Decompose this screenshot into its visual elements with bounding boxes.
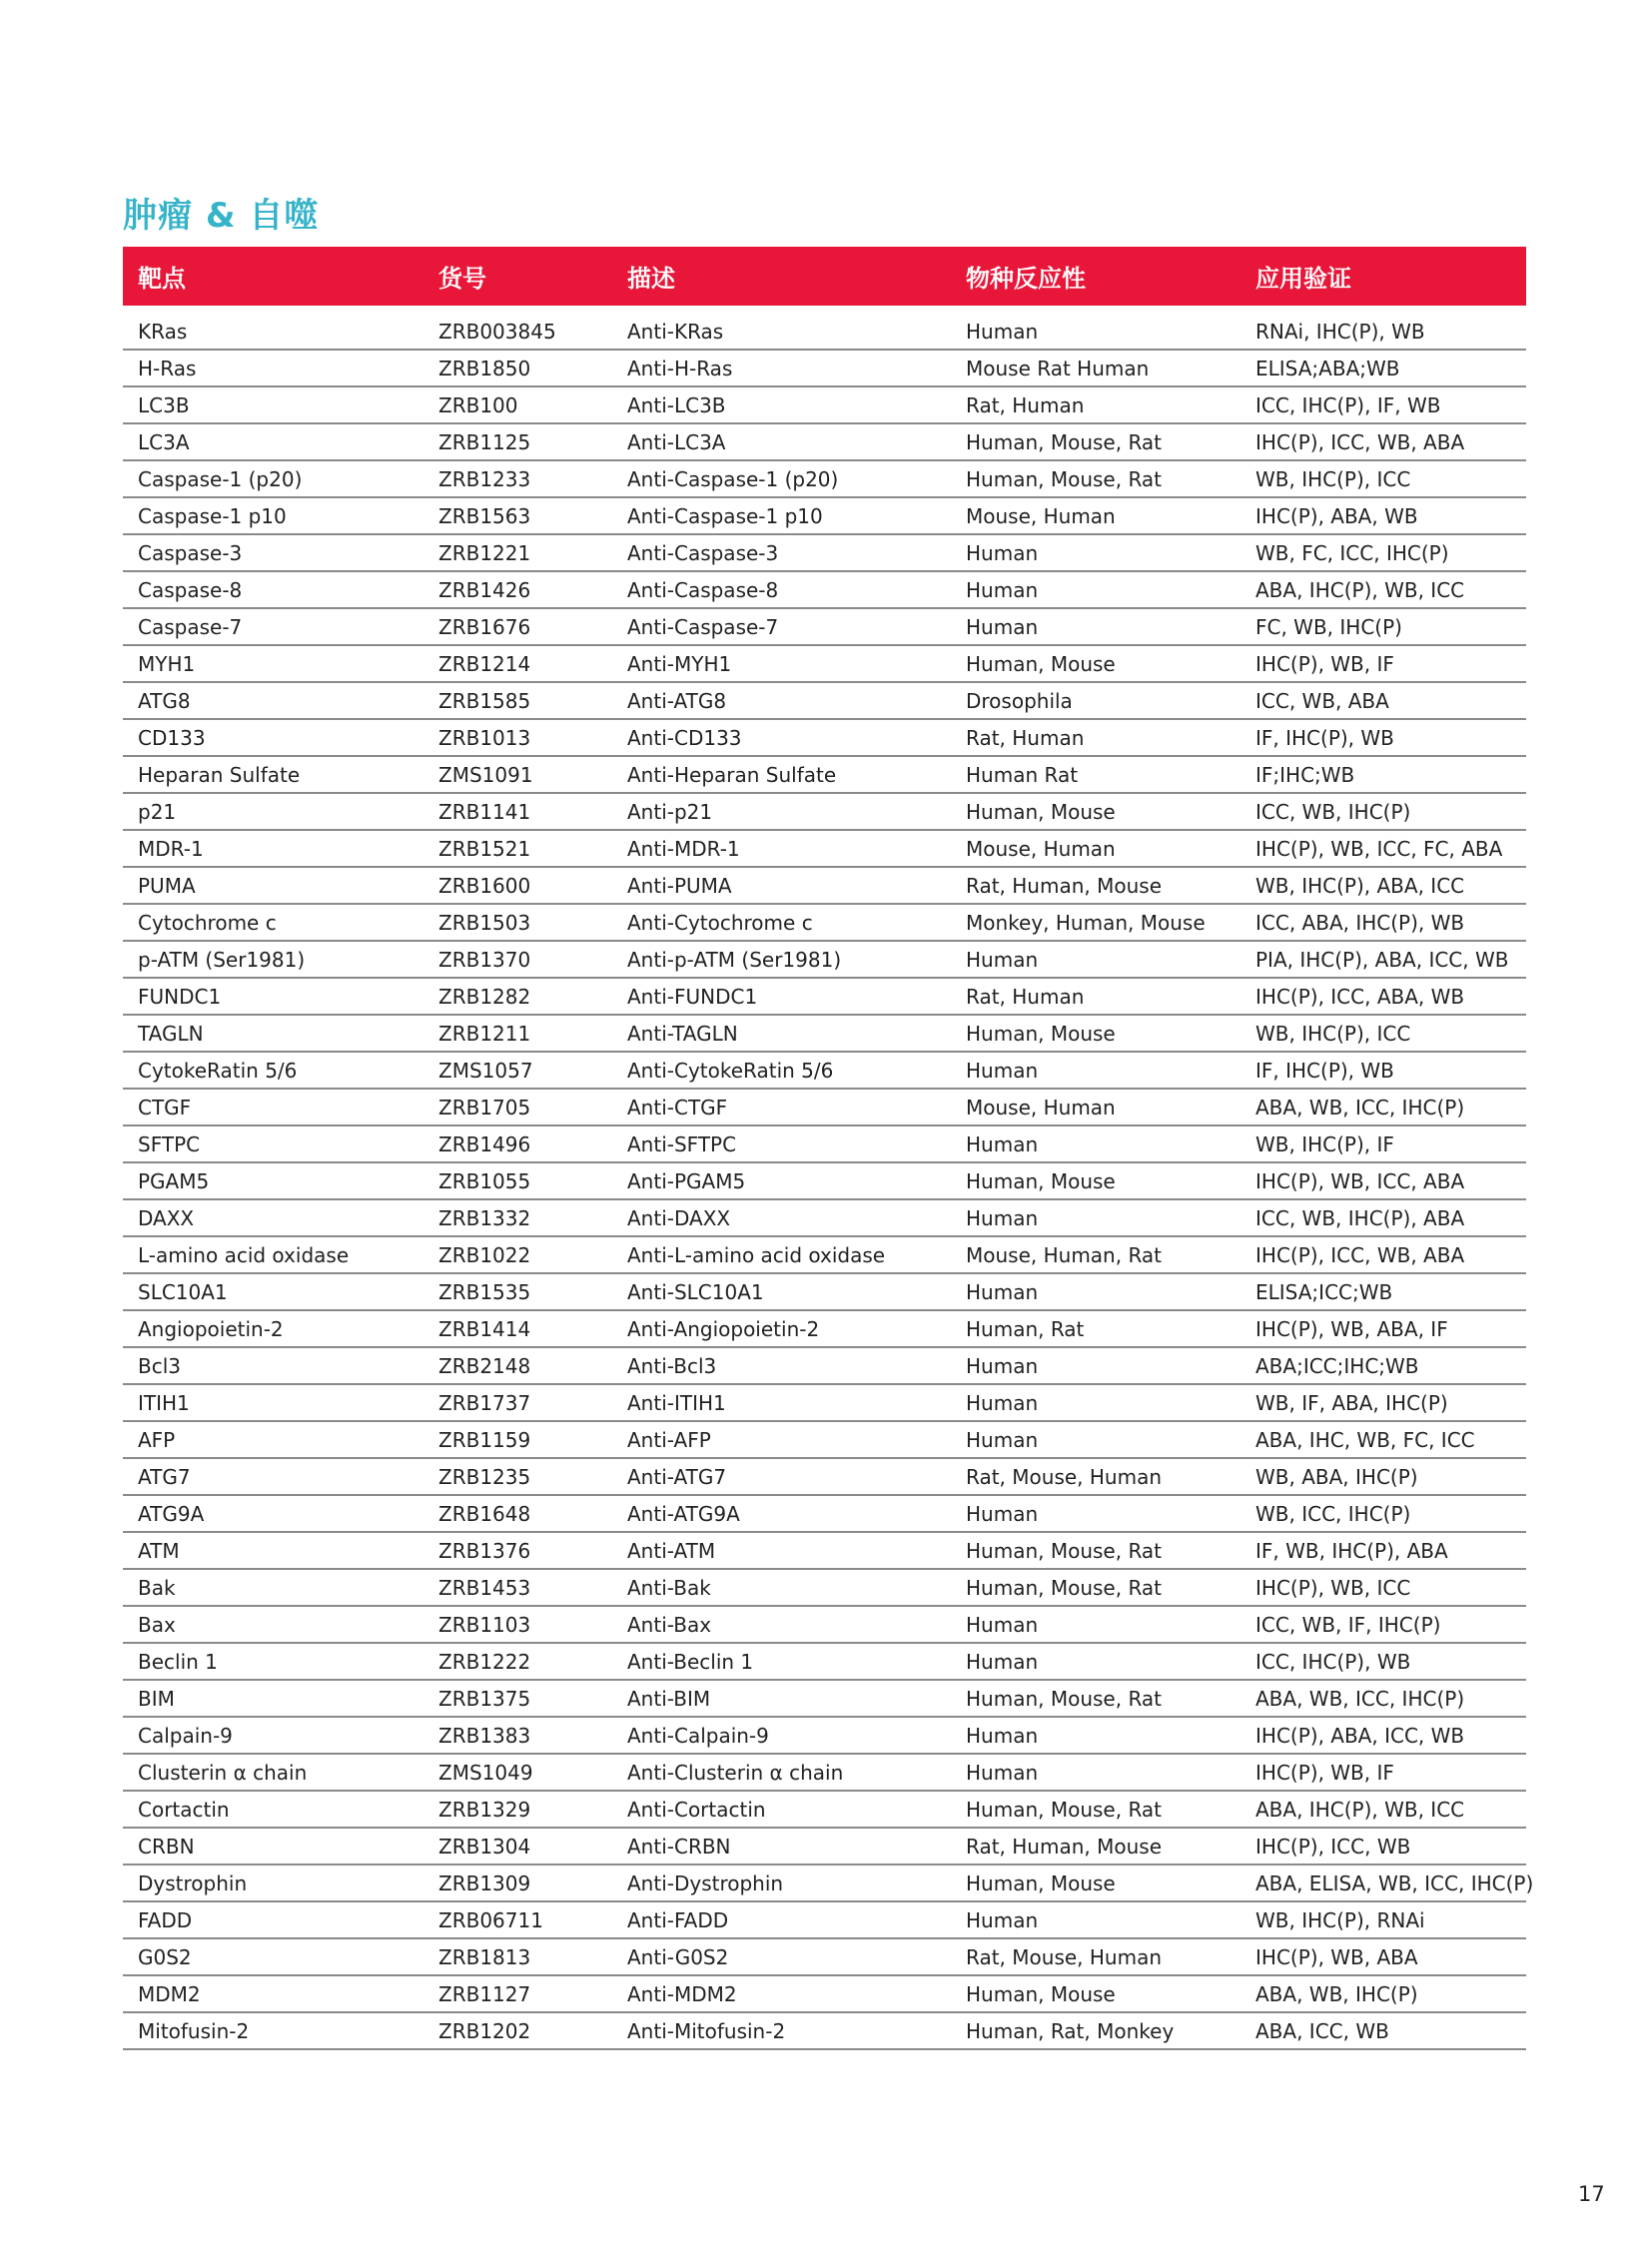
cell-description: Anti-Caspase-7 — [627, 614, 779, 639]
cell-catalog-number: ZRB1563 — [438, 503, 531, 528]
cell-target: AFP — [138, 1427, 176, 1452]
cell-applications: IHC(P), WB, ICC, ABA — [1255, 1168, 1465, 1193]
table-row — [123, 1939, 1526, 1976]
cell-catalog-number: ZRB1221 — [438, 540, 531, 565]
table-row — [123, 831, 1526, 868]
cell-species: Rat, Human, Mouse — [966, 873, 1163, 898]
table-row — [123, 535, 1526, 572]
cell-applications: ICC, IHC(P), WB — [1255, 1649, 1411, 1674]
cell-applications: IHC(P), WB, IF — [1255, 651, 1394, 676]
table-row — [123, 609, 1526, 646]
cell-description: Anti-Dystrophin — [627, 1870, 784, 1895]
cell-target: TAGLN — [138, 1021, 204, 1046]
cell-description: Anti-MYH1 — [627, 651, 732, 676]
cell-applications: WB, ICC, IHC(P) — [1255, 1501, 1411, 1526]
section-title: 肿瘤 & 自噬 — [123, 196, 320, 236]
cell-description: Anti-MDR-1 — [627, 836, 740, 861]
cell-applications: ABA, WB, ICC, IHC(P) — [1255, 1686, 1465, 1711]
cell-species: Rat, Mouse, Human — [966, 1464, 1163, 1489]
table-row — [123, 314, 1526, 351]
table-row — [123, 1163, 1526, 1200]
cell-species: Human — [966, 1612, 1039, 1637]
cell-target: Caspase-1 (p20) — [138, 466, 303, 491]
cell-catalog-number: ZRB1414 — [438, 1316, 531, 1341]
header-catalog-number: 货号 — [438, 265, 486, 293]
cell-species: Human, Mouse — [966, 1981, 1116, 2006]
cell-description: Anti-Mitofusin-2 — [627, 2018, 786, 2043]
cell-target: DAXX — [138, 1205, 195, 1230]
cell-description: Anti-Caspase-8 — [627, 577, 779, 602]
cell-target: H-Ras — [138, 356, 197, 380]
table-row — [123, 2013, 1526, 2050]
cell-target: ATM — [138, 1538, 180, 1563]
cell-applications: WB, FC, ICC, IHC(P) — [1255, 540, 1449, 565]
cell-species: Rat, Human — [966, 725, 1085, 750]
table-row — [123, 1607, 1526, 1644]
cell-applications: ABA;ICC;IHC;WB — [1255, 1353, 1419, 1378]
cell-species: Human — [966, 1131, 1039, 1156]
cell-species: Human — [966, 1427, 1039, 1452]
cell-species: Human — [966, 1390, 1039, 1415]
cell-description: Anti-Caspase-1 p10 — [627, 503, 823, 528]
cell-catalog-number: ZRB1705 — [438, 1095, 531, 1120]
cell-description: Anti-ITIH1 — [627, 1390, 726, 1415]
cell-species: Monkey, Human, Mouse — [966, 910, 1206, 935]
cell-description: Anti-CytokeRatin 5/6 — [627, 1058, 834, 1083]
cell-catalog-number: ZRB1127 — [438, 1981, 531, 2006]
cell-catalog-number: ZRB1676 — [438, 614, 531, 639]
table-row — [123, 424, 1526, 461]
cell-applications: ABA, WB, IHC(P) — [1255, 1981, 1418, 2006]
cell-description: Anti-p-ATM (Ser1981) — [627, 947, 842, 972]
cell-catalog-number: ZRB1648 — [438, 1501, 531, 1526]
cell-description: Anti-CD133 — [627, 725, 742, 750]
cell-species: Human, Mouse — [966, 1168, 1116, 1193]
cell-catalog-number: ZRB1103 — [438, 1612, 531, 1637]
cell-description: Anti-Calpain-9 — [627, 1723, 769, 1748]
cell-applications: IHC(P), ABA, ICC, WB — [1255, 1723, 1465, 1748]
cell-catalog-number: ZRB06711 — [438, 1907, 543, 1932]
cell-target: LC3A — [138, 429, 190, 454]
cell-catalog-number: ZRB1850 — [438, 356, 531, 380]
cell-applications: ICC, ABA, IHC(P), WB — [1255, 910, 1465, 935]
table-row — [123, 1570, 1526, 1607]
cell-applications: IHC(P), ABA, WB — [1255, 503, 1418, 528]
cell-species: Human — [966, 1353, 1039, 1378]
cell-species: Mouse, Human — [966, 503, 1116, 528]
cell-description: Anti-Bcl3 — [627, 1353, 717, 1378]
cell-applications: ABA, WB, ICC, IHC(P) — [1255, 1095, 1465, 1120]
cell-target: Bak — [138, 1575, 176, 1600]
cell-species: Human, Mouse — [966, 799, 1116, 824]
cell-applications: WB, IHC(P), RNAi — [1255, 1907, 1425, 1932]
cell-target: CytokeRatin 5/6 — [138, 1058, 298, 1083]
cell-species: Mouse Rat Human — [966, 356, 1150, 380]
table-row — [123, 683, 1526, 720]
cell-species: Human — [966, 1279, 1039, 1304]
table-row — [123, 572, 1526, 609]
cell-applications: WB, IHC(P), ICC — [1255, 1021, 1411, 1046]
cell-catalog-number: ZRB1055 — [438, 1168, 531, 1193]
cell-catalog-number: ZRB1141 — [438, 799, 531, 824]
cell-applications: FC, WB, IHC(P) — [1255, 614, 1402, 639]
cell-catalog-number: ZRB1222 — [438, 1649, 531, 1674]
cell-species: Rat, Human, Mouse — [966, 1834, 1163, 1859]
cell-species: Human, Rat, Monkey — [966, 2018, 1175, 2043]
cell-applications: ICC, WB, IF, IHC(P) — [1255, 1612, 1441, 1637]
cell-catalog-number: ZRB1282 — [438, 984, 531, 1009]
cell-catalog-number: ZRB1211 — [438, 1021, 531, 1046]
table-row — [123, 757, 1526, 794]
table-row — [123, 1348, 1526, 1385]
table-row — [123, 905, 1526, 942]
cell-target: Bax — [138, 1612, 176, 1637]
cell-target: CRBN — [138, 1834, 195, 1859]
cell-species: Rat, Human — [966, 984, 1085, 1009]
cell-applications: WB, IHC(P), IF — [1255, 1131, 1394, 1156]
cell-target: Beclin 1 — [138, 1649, 218, 1674]
cell-description: Anti-FADD — [627, 1907, 729, 1932]
product-table — [123, 247, 1534, 2050]
cell-applications: IHC(P), WB, IF — [1255, 1760, 1394, 1785]
cell-applications: ABA, IHC(P), WB, ICC — [1255, 1797, 1465, 1822]
cell-species: Human Rat — [966, 762, 1079, 787]
cell-description: Anti-LC3B — [627, 392, 726, 417]
table-row — [123, 1053, 1526, 1090]
cell-catalog-number: ZRB1813 — [438, 1944, 531, 1969]
cell-applications: ABA, ELISA, WB, ICC, IHC(P) — [1255, 1870, 1534, 1895]
cell-description: Anti-LC3A — [627, 429, 726, 454]
cell-applications: ABA, ICC, WB — [1255, 2018, 1389, 2043]
cell-description: Anti-Clusterin α chain — [627, 1760, 844, 1785]
cell-species: Human, Mouse, Rat — [966, 1575, 1163, 1600]
table-row — [123, 1200, 1526, 1237]
cell-description: Anti-KRas — [627, 319, 724, 344]
cell-species: Human, Mouse, Rat — [966, 1797, 1163, 1822]
cell-description: Anti-ATG9A — [627, 1501, 740, 1526]
cell-species: Mouse, Human — [966, 836, 1116, 861]
cell-applications: ABA, IHC(P), WB, ICC — [1255, 577, 1465, 602]
table-row — [123, 942, 1526, 979]
cell-species: Human, Mouse, Rat — [966, 466, 1163, 491]
table-row — [123, 461, 1526, 498]
cell-applications: ELISA;ABA;WB — [1255, 356, 1400, 380]
cell-catalog-number: ZMS1049 — [438, 1760, 533, 1785]
cell-catalog-number: ZRB1235 — [438, 1464, 531, 1489]
cell-species: Human — [966, 1501, 1039, 1526]
cell-description: Anti-ATG8 — [627, 688, 727, 713]
header-species-reactivity: 物种反应性 — [966, 265, 1086, 293]
header-target: 靶点 — [138, 265, 186, 293]
cell-catalog-number: ZRB1022 — [438, 1242, 531, 1267]
cell-species: Human — [966, 319, 1039, 344]
cell-applications: IF, IHC(P), WB — [1255, 725, 1394, 750]
table-row — [123, 1718, 1526, 1755]
cell-target: Cytochrome c — [138, 910, 277, 935]
cell-target: BIM — [138, 1686, 175, 1711]
cell-description: Anti-Caspase-1 (p20) — [627, 466, 839, 491]
table-row — [123, 1496, 1526, 1533]
cell-target: Caspase-1 p10 — [138, 503, 287, 528]
cell-catalog-number: ZRB1376 — [438, 1538, 531, 1563]
cell-description: Anti-L-amino acid oxidase — [627, 1242, 886, 1267]
cell-description: Anti-AFP — [627, 1427, 711, 1452]
cell-target: ATG7 — [138, 1464, 191, 1489]
header-applications: 应用验证 — [1255, 265, 1351, 293]
table-row — [123, 1274, 1526, 1311]
cell-description: Anti-H-Ras — [627, 356, 733, 380]
table-row — [123, 1422, 1526, 1459]
cell-description: Anti-Cortactin — [627, 1797, 766, 1822]
cell-applications: ELISA;ICC;WB — [1255, 1279, 1393, 1304]
cell-species: Human, Mouse — [966, 651, 1116, 676]
cell-species: Human — [966, 1649, 1039, 1674]
cell-description: Anti-TAGLN — [627, 1021, 738, 1046]
cell-description: Anti-CRBN — [627, 1834, 731, 1859]
header-description: 描述 — [627, 265, 675, 293]
cell-description: Anti-PGAM5 — [627, 1168, 746, 1193]
cell-catalog-number: ZRB1426 — [438, 577, 531, 602]
table-row — [123, 1902, 1526, 1939]
table-row — [123, 1866, 1534, 1902]
cell-species: Human — [966, 1907, 1039, 1932]
cell-applications: RNAi, IHC(P), WB — [1255, 319, 1425, 344]
cell-applications: ICC, WB, IHC(P), ABA — [1255, 1205, 1465, 1230]
cell-target: Clusterin α chain — [138, 1760, 308, 1785]
table-row — [123, 1311, 1526, 1348]
cell-species: Human, Mouse, Rat — [966, 429, 1163, 454]
cell-applications: PIA, IHC(P), ABA, ICC, WB — [1255, 947, 1509, 972]
cell-target: FUNDC1 — [138, 984, 222, 1009]
cell-species: Human — [966, 577, 1039, 602]
table-row — [123, 1090, 1526, 1126]
cell-target: Dystrophin — [138, 1870, 248, 1895]
cell-catalog-number: ZRB1600 — [438, 873, 531, 898]
cell-description: Anti-MDM2 — [627, 1981, 737, 2006]
cell-target: SFTPC — [138, 1131, 201, 1156]
cell-target: ATG8 — [138, 688, 191, 713]
cell-applications: WB, IHC(P), ABA, ICC — [1255, 873, 1465, 898]
cell-catalog-number: ZRB100 — [438, 392, 518, 417]
cell-catalog-number: ZRB1737 — [438, 1390, 531, 1415]
cell-catalog-number: ZRB1503 — [438, 910, 531, 935]
table-row — [123, 1533, 1526, 1570]
cell-target: ATG9A — [138, 1501, 205, 1526]
table-row — [123, 1681, 1526, 1718]
cell-species: Human, Rat — [966, 1316, 1085, 1341]
cell-applications: ICC, IHC(P), IF, WB — [1255, 392, 1441, 417]
cell-species: Human — [966, 614, 1039, 639]
cell-description: Anti-Cytochrome c — [627, 910, 813, 935]
cell-target: PGAM5 — [138, 1168, 210, 1193]
cell-description: Anti-Heparan Sulfate — [627, 762, 837, 787]
cell-species: Rat, Mouse, Human — [966, 1944, 1163, 1969]
table-row — [123, 1385, 1526, 1422]
cell-applications: ICC, WB, IHC(P) — [1255, 799, 1411, 824]
cell-applications: IF;IHC;WB — [1255, 762, 1355, 787]
table-row — [123, 979, 1526, 1016]
cell-applications: IHC(P), ICC, WB, ABA — [1255, 1242, 1465, 1267]
cell-species: Mouse, Human, Rat — [966, 1242, 1163, 1267]
cell-catalog-number: ZRB1370 — [438, 947, 531, 972]
cell-species: Human, Mouse, Rat — [966, 1686, 1163, 1711]
table-row — [123, 1237, 1526, 1274]
table-row — [123, 1644, 1526, 1681]
cell-target: Bcl3 — [138, 1353, 181, 1378]
cell-target: G0S2 — [138, 1944, 192, 1969]
cell-description: Anti-Angiopoietin-2 — [627, 1316, 820, 1341]
cell-catalog-number: ZRB1521 — [438, 836, 531, 861]
cell-applications: IHC(P), ICC, WB — [1255, 1834, 1411, 1859]
table-row — [123, 1829, 1526, 1866]
cell-applications: IHC(P), WB, ABA, IF — [1255, 1316, 1448, 1341]
cell-catalog-number: ZRB1013 — [438, 725, 531, 750]
cell-target: Heparan Sulfate — [138, 762, 301, 787]
cell-applications: IF, WB, IHC(P), ABA — [1255, 1538, 1448, 1563]
cell-target: Caspase-8 — [138, 577, 243, 602]
table-row — [123, 868, 1526, 905]
cell-catalog-number: ZRB1309 — [438, 1870, 531, 1895]
cell-catalog-number: ZRB1496 — [438, 1131, 531, 1156]
cell-species: Human — [966, 1058, 1039, 1083]
table-row — [123, 1126, 1526, 1163]
cell-catalog-number: ZRB1304 — [438, 1834, 531, 1859]
table-row — [123, 794, 1526, 831]
table-row — [123, 498, 1526, 535]
table-row — [123, 351, 1526, 387]
cell-applications: IHC(P), WB, ABA — [1255, 1944, 1418, 1969]
cell-description: Anti-Caspase-3 — [627, 540, 779, 565]
cell-catalog-number: ZMS1057 — [438, 1058, 533, 1083]
cell-species: Human — [966, 1205, 1039, 1230]
cell-target: Calpain-9 — [138, 1723, 233, 1748]
cell-catalog-number: ZRB1159 — [438, 1427, 531, 1452]
cell-applications: IF, IHC(P), WB — [1255, 1058, 1394, 1083]
cell-description: Anti-DAXX — [627, 1205, 731, 1230]
cell-catalog-number: ZRB1125 — [438, 429, 531, 454]
cell-target: p-ATM (Ser1981) — [138, 947, 306, 972]
cell-catalog-number: ZRB1453 — [438, 1575, 531, 1600]
cell-species: Human — [966, 1723, 1039, 1748]
cell-target: Cortactin — [138, 1797, 230, 1822]
cell-species: Human, Mouse, Rat — [966, 1538, 1163, 1563]
cell-applications: WB, ABA, IHC(P) — [1255, 1464, 1418, 1489]
table-row — [123, 387, 1526, 424]
cell-species: Mouse, Human — [966, 1095, 1116, 1120]
cell-target: Angiopoietin-2 — [138, 1316, 284, 1341]
cell-target: Mitofusin-2 — [138, 2018, 250, 2043]
cell-applications: IHC(P), ICC, ABA, WB — [1255, 984, 1465, 1009]
page-number: 17 — [1578, 2182, 1605, 2206]
cell-description: Anti-FUNDC1 — [627, 984, 758, 1009]
cell-catalog-number: ZRB1202 — [438, 2018, 531, 2043]
cell-description: Anti-BIM — [627, 1686, 711, 1711]
cell-target: PUMA — [138, 873, 196, 898]
cell-catalog-number: ZRB1332 — [438, 1205, 531, 1230]
cell-description: Anti-Bax — [627, 1612, 712, 1637]
cell-description: Anti-CTGF — [627, 1095, 728, 1120]
cell-target: SLC10A1 — [138, 1279, 228, 1304]
cell-applications: IHC(P), WB, ICC — [1255, 1575, 1411, 1600]
table-row — [123, 1792, 1526, 1829]
cell-target: CTGF — [138, 1095, 192, 1120]
table-body — [123, 314, 1534, 2050]
cell-catalog-number: ZRB1329 — [438, 1797, 531, 1822]
cell-description: Anti-Bak — [627, 1575, 711, 1600]
cell-target: Caspase-3 — [138, 540, 243, 565]
cell-target: CD133 — [138, 725, 206, 750]
cell-applications: WB, IF, ABA, IHC(P) — [1255, 1390, 1448, 1415]
cell-description: Anti-G0S2 — [627, 1944, 729, 1969]
cell-target: ITIH1 — [138, 1390, 190, 1415]
cell-target: Caspase-7 — [138, 614, 243, 639]
cell-species: Human, Mouse — [966, 1870, 1116, 1895]
cell-applications: IHC(P), WB, ICC, FC, ABA — [1255, 836, 1503, 861]
cell-target: LC3B — [138, 392, 190, 417]
cell-description: Anti-p21 — [627, 799, 713, 824]
cell-catalog-number: ZMS1091 — [438, 762, 533, 787]
cell-applications: ICC, WB, ABA — [1255, 688, 1389, 713]
table-row — [123, 1976, 1526, 2013]
cell-catalog-number: ZRB003845 — [438, 319, 556, 344]
cell-catalog-number: ZRB1233 — [438, 466, 531, 491]
cell-applications: ABA, IHC, WB, FC, ICC — [1255, 1427, 1475, 1452]
cell-catalog-number: ZRB1383 — [438, 1723, 531, 1748]
cell-species: Human — [966, 540, 1039, 565]
cell-applications: WB, IHC(P), ICC — [1255, 466, 1411, 491]
cell-target: L-amino acid oxidase — [138, 1242, 350, 1267]
cell-description: Anti-SLC10A1 — [627, 1279, 764, 1304]
cell-species: Human — [966, 1760, 1039, 1785]
table-row — [123, 646, 1526, 683]
cell-catalog-number: ZRB1585 — [438, 688, 531, 713]
cell-description: Anti-Beclin 1 — [627, 1649, 754, 1674]
table-row — [123, 1459, 1526, 1496]
table-row — [123, 720, 1526, 757]
cell-target: MDR-1 — [138, 836, 204, 861]
cell-target: MYH1 — [138, 651, 196, 676]
cell-description: Anti-PUMA — [627, 873, 732, 898]
cell-description: Anti-ATM — [627, 1538, 716, 1563]
cell-target: p21 — [138, 799, 177, 824]
cell-species: Human — [966, 947, 1039, 972]
cell-catalog-number: ZRB2148 — [438, 1353, 531, 1378]
cell-species: Human, Mouse — [966, 1021, 1116, 1046]
cell-target: MDM2 — [138, 1981, 201, 2006]
cell-species: Drosophila — [966, 688, 1073, 713]
cell-applications: IHC(P), ICC, WB, ABA — [1255, 429, 1465, 454]
cell-description: Anti-SFTPC — [627, 1131, 737, 1156]
cell-target: KRas — [138, 319, 188, 344]
cell-catalog-number: ZRB1535 — [438, 1279, 531, 1304]
cell-catalog-number: ZRB1214 — [438, 651, 531, 676]
cell-catalog-number: ZRB1375 — [438, 1686, 531, 1711]
cell-description: Anti-ATG7 — [627, 1464, 727, 1489]
table-header — [123, 247, 1526, 306]
table-row — [123, 1016, 1526, 1053]
cell-target: FADD — [138, 1907, 193, 1932]
cell-species: Rat, Human — [966, 392, 1085, 417]
table-row — [123, 1755, 1526, 1792]
